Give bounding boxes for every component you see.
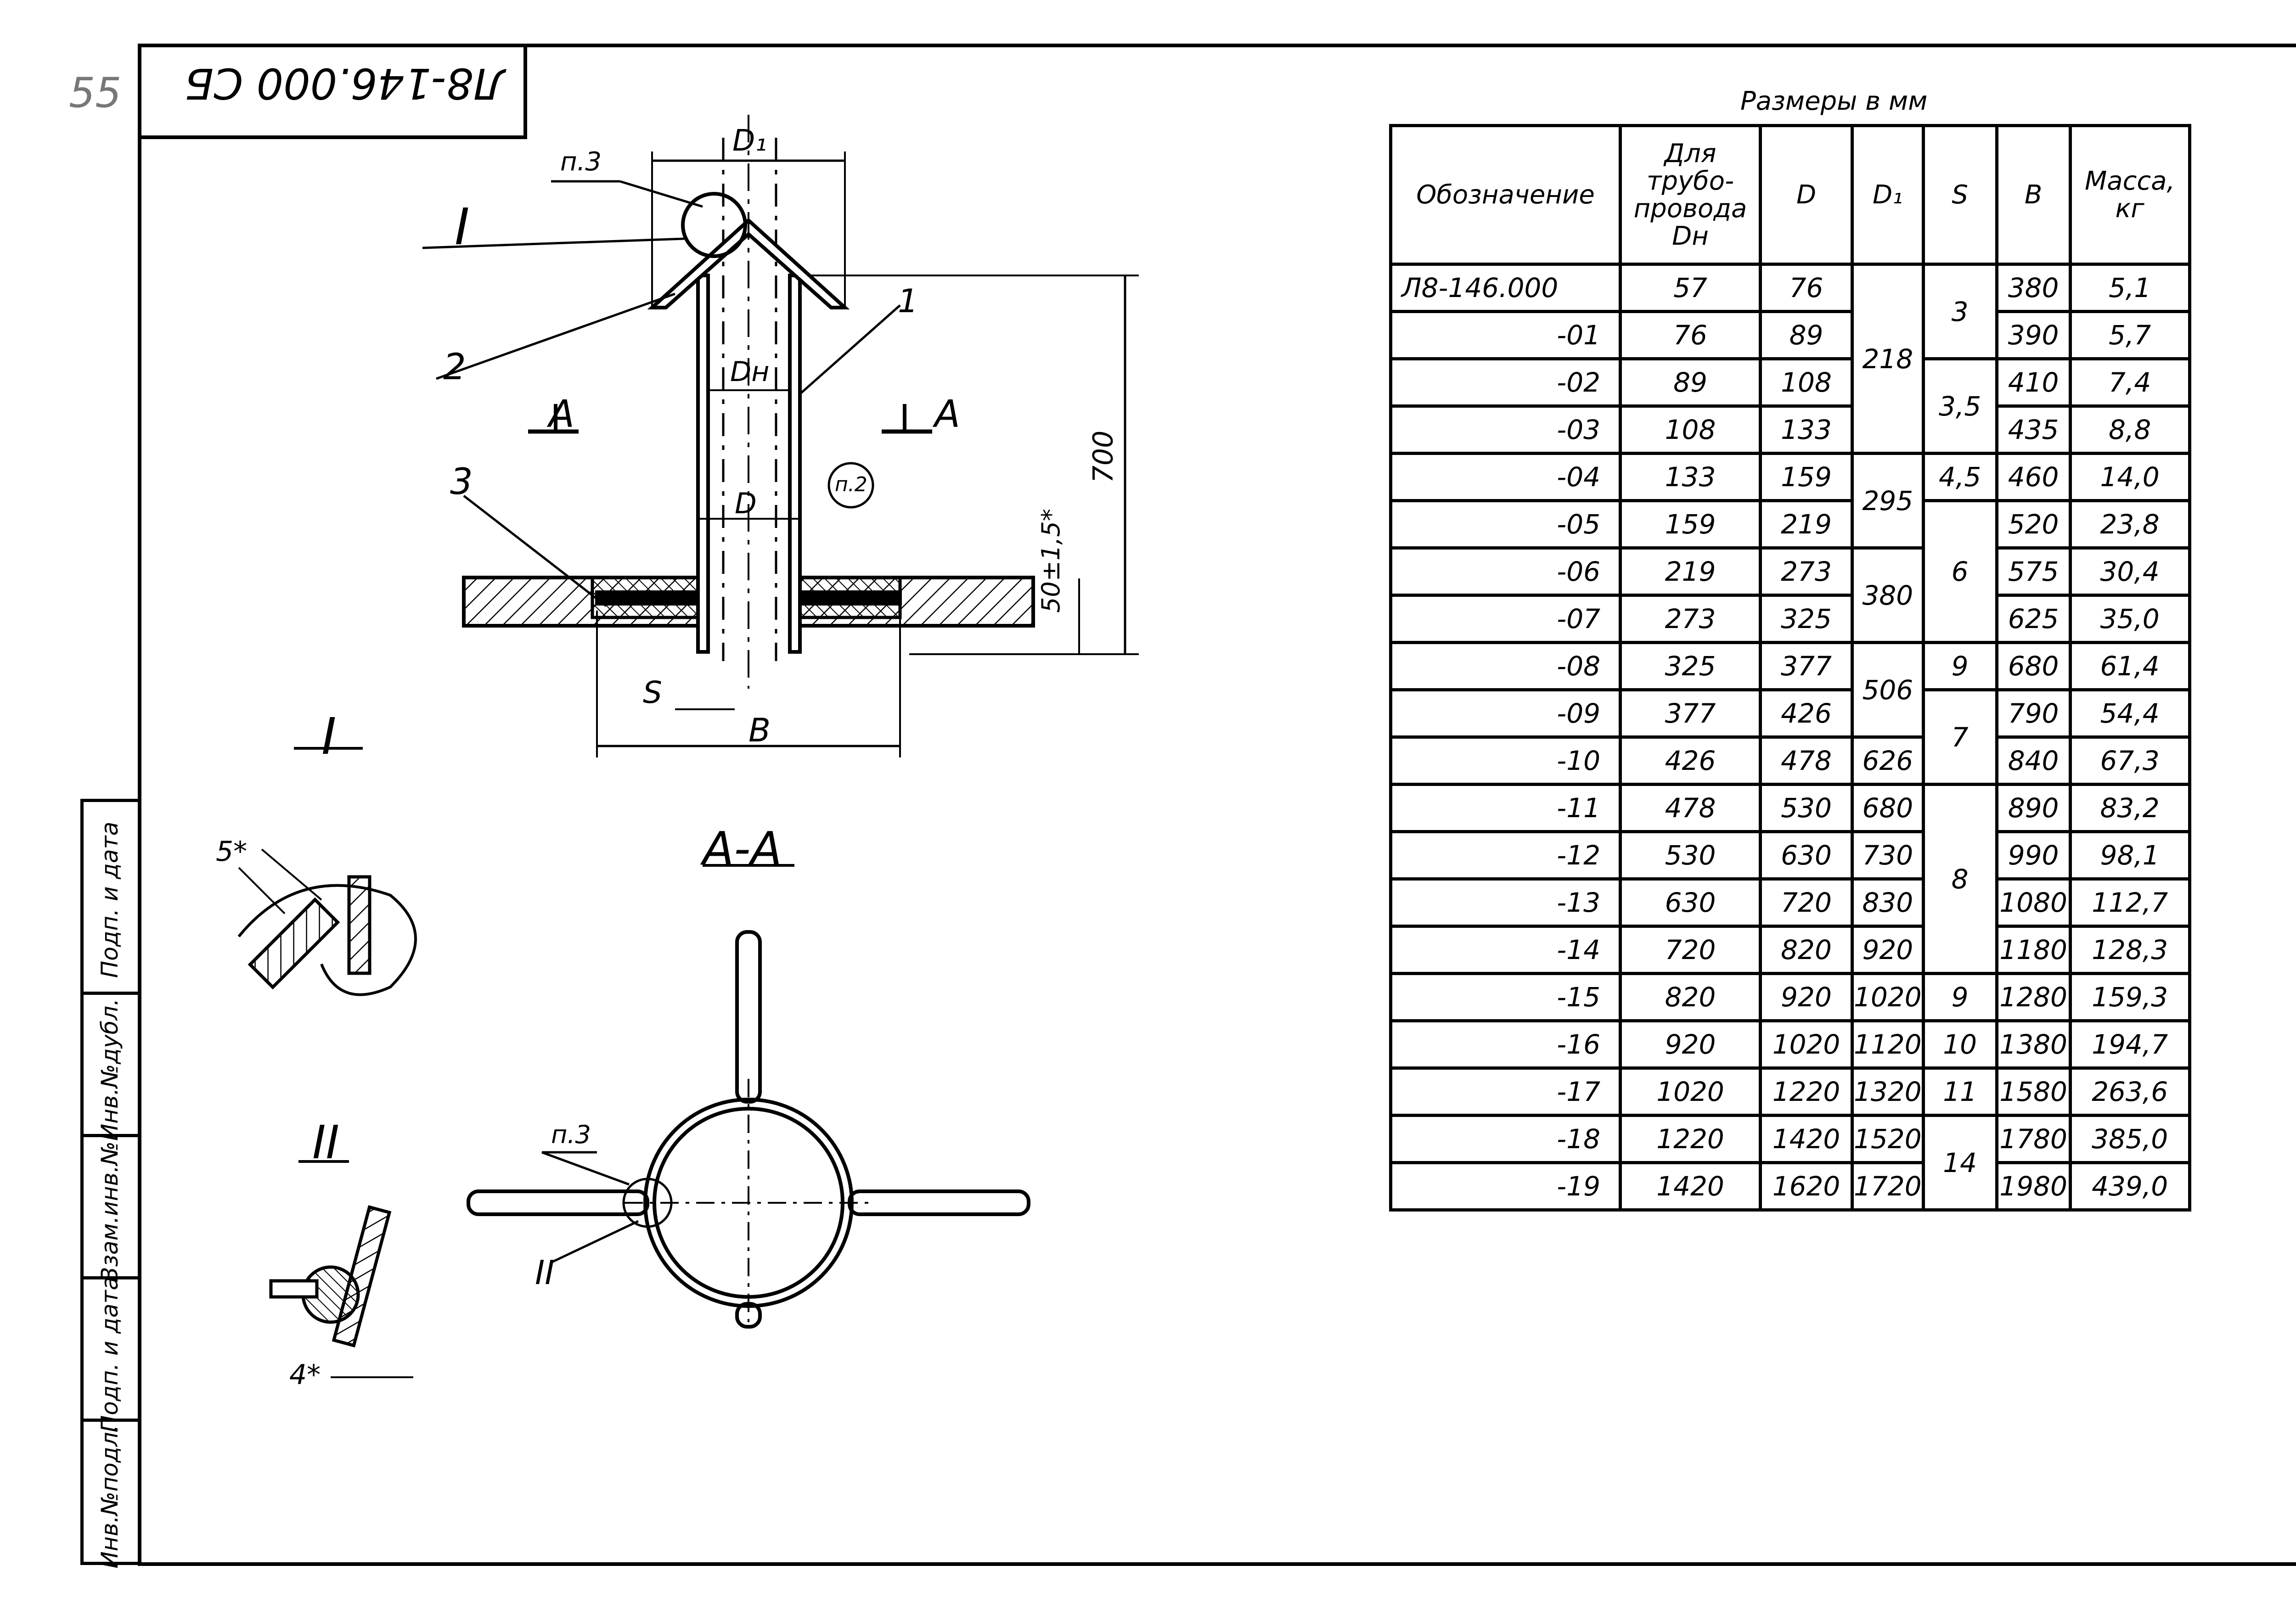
label-n3-top: п.3	[560, 147, 602, 177]
table-row: -17 1020 1220 1320 11 1580 263,6	[1391, 1068, 2190, 1116]
label-D: D	[735, 487, 757, 520]
header-S: S	[1923, 126, 1997, 264]
header-pipe: Для трубо-провода Dн	[1621, 126, 1761, 264]
table-row: -02 89 108 3,5 410 7,4	[1391, 359, 2190, 406]
label-angle-5: 5*	[216, 836, 248, 868]
label-dim-700: 700	[1087, 430, 1120, 483]
top-stamp-code: Л8-146.000 СБ	[185, 59, 505, 108]
dimensions-table	[1389, 124, 2191, 1212]
label-n2: п.2	[835, 473, 867, 496]
label-detail-I: I	[321, 707, 337, 766]
table-caption: Размеры в мм	[1740, 86, 1928, 116]
table-row: -12 530 630 730 990 98,1	[1391, 832, 2190, 879]
label-callout-2: 2	[443, 347, 466, 388]
table-row: -18 1220 1420 1520 14 1780 385,0	[1391, 1116, 2190, 1163]
header-D1: D₁	[1852, 126, 1924, 264]
table-row: -15 820 920 1020 9 1280 159,3	[1391, 974, 2190, 1021]
rib-top	[737, 932, 760, 1102]
label-n3-section: п.3	[551, 1120, 591, 1149]
header-designation: Обозначение	[1391, 126, 1621, 264]
detail-I-view	[239, 748, 416, 995]
table-row: -16 920 1020 1120 10 1380 194,7	[1391, 1021, 2190, 1068]
table-row: -19 1420 1620 1720 1980 439,0	[1391, 1163, 2190, 1210]
sleeve-wall-left	[698, 275, 708, 652]
side-label-vzam: Взам.инв.№	[96, 1141, 123, 1283]
base-plate-left	[597, 592, 707, 604]
table-row: -14 720 820 920 1180 128,3	[1391, 926, 2190, 974]
label-callout-3: 3	[450, 461, 473, 503]
header-D: D	[1761, 126, 1852, 264]
label-S: S	[643, 675, 662, 710]
rib-left	[468, 1191, 647, 1214]
header-B: B	[1997, 126, 2070, 264]
side-label-dubl: Инв.№дубл.	[96, 998, 123, 1141]
table-row: -04 133 159 295 4,5 460 14,0	[1391, 454, 2190, 501]
table-row: -11 478 530 680 8 890 83,2	[1391, 785, 2190, 832]
label-detail-II-ref: II	[535, 1253, 555, 1292]
table-row: -06 219 273 380 575 30,4	[1391, 548, 2190, 595]
table-row: -05 159 219 6 520 23,8	[1391, 501, 2190, 548]
label-D1: D₁	[732, 124, 767, 158]
label-callout-I: I	[455, 197, 470, 256]
side-label-podp2: Подп. и дата	[96, 821, 123, 978]
table-row: Л8-146.000 57 76 218 3 380 5,1	[1391, 264, 2190, 312]
table-row: -10 426 478 626 840 67,3	[1391, 737, 2190, 785]
label-angle-4: 4*	[289, 1359, 321, 1391]
table-row: -13 630 720 830 1080 112,7	[1391, 879, 2190, 926]
label-section-A-left: A	[549, 393, 575, 436]
label-dim-50: 50±1,5*	[1036, 509, 1065, 613]
label-B: B	[748, 712, 771, 749]
label-callout-1: 1	[898, 282, 918, 320]
label-Dn: Dн	[730, 356, 770, 388]
table-header-row	[1391, 126, 2190, 264]
sleeve-wall-right	[790, 275, 800, 652]
side-label-podp1: Подп. и дата	[96, 1276, 123, 1433]
header-mass: Масса, кг	[2070, 126, 2189, 264]
label-section-A-right: A	[934, 393, 961, 436]
rib-right	[850, 1191, 1029, 1214]
detail-II-view	[271, 1161, 413, 1377]
main-view	[422, 115, 1139, 757]
label-section-AA: A-A	[703, 822, 782, 875]
table-row: -01 76 89 390 5,7	[1391, 312, 2190, 359]
prev-page-number: 55	[69, 69, 122, 117]
table-row: -07 273 325 625 35,0	[1391, 595, 2190, 643]
table-row: -03 108 133 435 8,8	[1391, 406, 2190, 454]
label-detail-II: II	[312, 1116, 339, 1169]
table-row: -08 325 377 506 9 680 61,4	[1391, 643, 2190, 690]
base-plate-right	[790, 592, 900, 604]
table-row: -09 377 426 7 790 54,4	[1391, 690, 2190, 737]
side-label-inv: Инв.№подл.	[96, 1425, 123, 1569]
